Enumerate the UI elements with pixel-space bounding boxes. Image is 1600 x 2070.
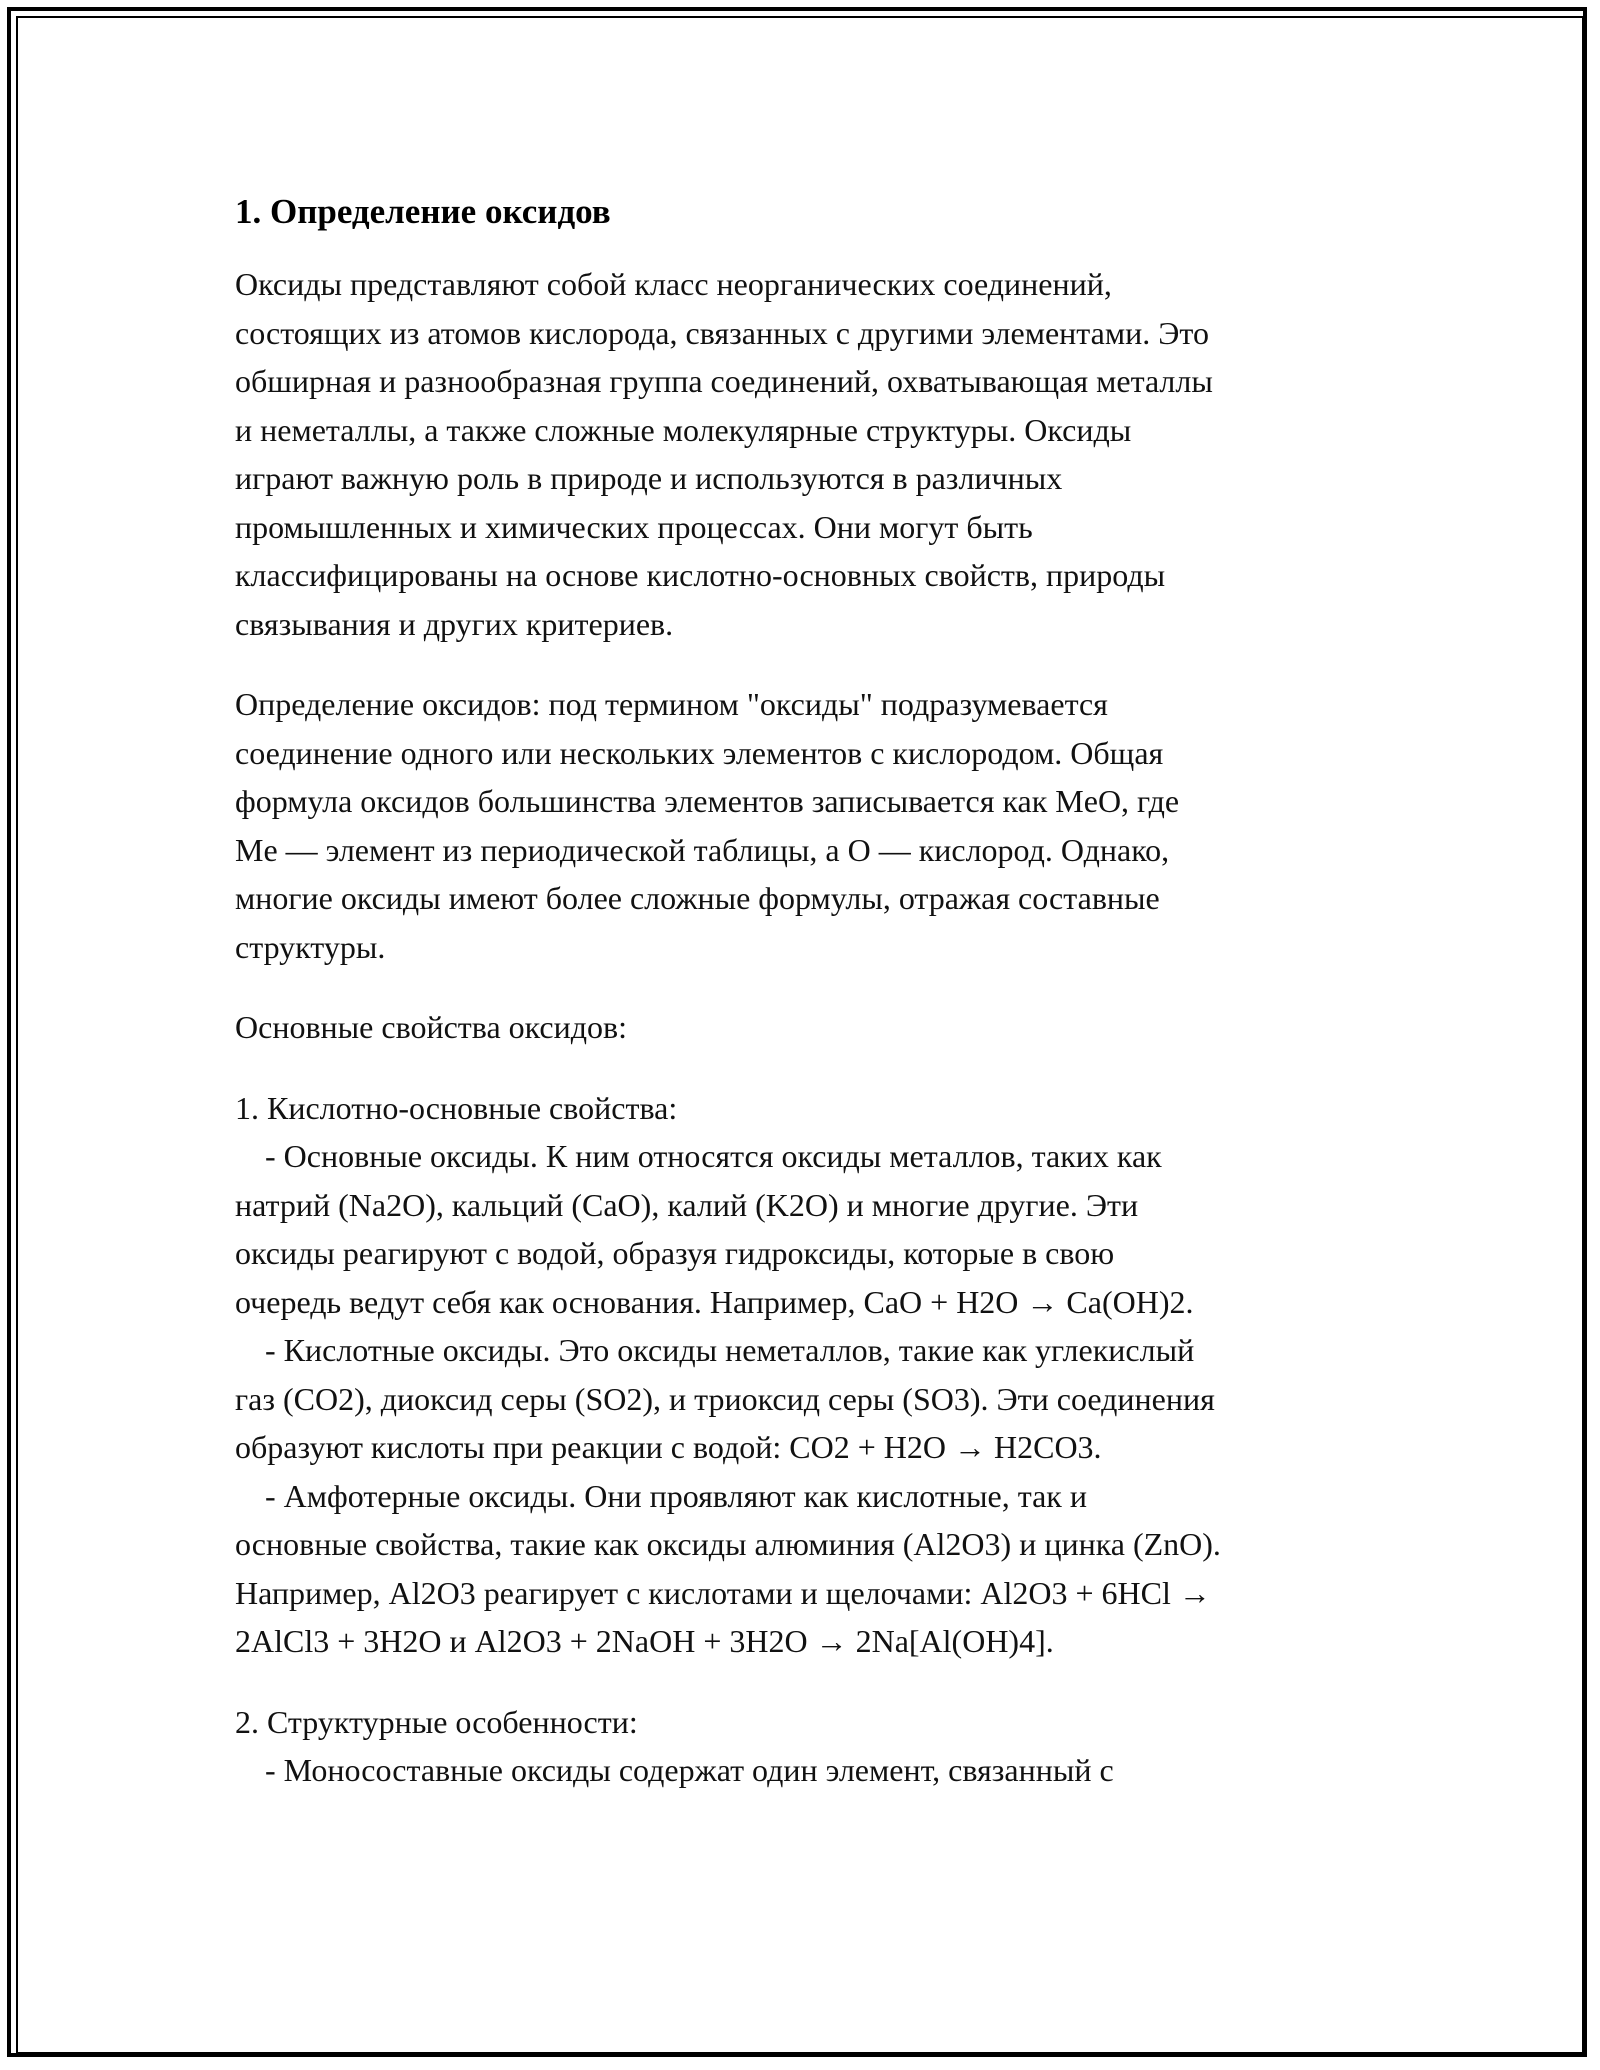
text-line: образуют кислоты при реакции с водой: CO2 + H2O → H2CO3. bbox=[235, 1429, 1102, 1465]
paragraph-gap bbox=[235, 1052, 1375, 1084]
text-line: обширная и разнообразная группа соединений, охватывающая металлы bbox=[235, 363, 1213, 399]
text-line: Определение оксидов: под термином "оксиды" подразумевается bbox=[235, 686, 1108, 722]
paragraph-gap bbox=[235, 1666, 1375, 1698]
paragraph-properties-title bbox=[235, 1003, 1375, 1052]
text-line: соединение одного или нескольких элементов с кислородом. Общая bbox=[235, 734, 1164, 771]
section-heading: 1. Определение оксидов bbox=[235, 192, 611, 231]
text-line: газ (CO2), диоксид серы (SO2), и триоксид серы (SO3). Эти соединения bbox=[235, 1380, 1215, 1417]
text-line: состоящих из атомов кислорода, связанных с другими элементами. Это bbox=[235, 314, 1209, 351]
document-body bbox=[235, 188, 1375, 1795]
text-line: основные свойства, такие как оксиды алюминия (Al2O3) и цинка (ZnO). bbox=[235, 1526, 1221, 1562]
text-line: Оксиды представляют собой класс неорганических соединений, bbox=[235, 266, 1112, 302]
text-line: Me — элемент из периодической таблицы, а O — кислород. Однако, bbox=[235, 831, 1170, 868]
list-item-basic-oxides: - Основные оксиды. К ним относятся оксиды металлов, таких как bbox=[265, 1138, 1162, 1174]
paragraph-gap bbox=[235, 648, 1375, 680]
text-line: классифицированы на основе кислотно-основных свойств, природы bbox=[235, 557, 1166, 593]
text-line: Например, Al2O3 реагирует с кислотами и щелочами: Al2O3 + 6HCl → bbox=[235, 1574, 1211, 1611]
text-line: промышленных и химических процессах. Они могут быть bbox=[235, 508, 1033, 545]
list-item-amphoteric-oxides: - Амфотерные оксиды. Они проявляют как кислотные, так и bbox=[265, 1477, 1087, 1514]
text-line: многие оксиды имеют более сложные формулы, отражая составные bbox=[235, 880, 1160, 916]
text-line: связывания и других критериев. bbox=[235, 605, 674, 642]
section-acid-base bbox=[235, 1084, 1375, 1666]
text-line: оксиды реагируют с водой, образуя гидроксиды, которые в свою bbox=[235, 1235, 1115, 1271]
list-title: 1. Кислотно-основные свойства: bbox=[235, 1089, 678, 1126]
text-line: структуры. bbox=[235, 928, 386, 965]
list-item-mono-oxides: - Моносоставные оксиды содержат один элемент, связанный с bbox=[265, 1752, 1114, 1788]
list-title: 2. Структурные особенности: bbox=[235, 1703, 638, 1740]
text-line: натрий (Na2O), кальций (CaO), калий (K2O) и многие другие. Эти bbox=[235, 1186, 1139, 1223]
text-line: и неметаллы, а также сложные молекулярные структуры. Оксиды bbox=[235, 411, 1132, 448]
text-line: 2AlCl3 + 3H2O и Al2O3 + 2NaOH + 3H2O → 2Na[Al(OH)4]. bbox=[235, 1623, 1054, 1659]
section-structural bbox=[235, 1698, 1375, 1795]
text-line: очередь ведут себя как основания. Например, CaO + H2O → Ca(OH)2. bbox=[235, 1283, 1194, 1320]
paragraph-definition-intro bbox=[235, 260, 1375, 648]
text-line: играют важную роль в природе и используются в различных bbox=[235, 460, 1063, 496]
text-line: формула оксидов большинства элементов записывается как MeO, где bbox=[235, 783, 1180, 819]
text-line: Основные свойства оксидов: bbox=[235, 1009, 628, 1045]
list-item-acidic-oxides: - Кислотные оксиды. Это оксиды неметаллов, такие как углекислый bbox=[265, 1332, 1195, 1368]
paragraph-definition-formula bbox=[235, 680, 1375, 971]
paragraph-gap bbox=[235, 971, 1375, 1003]
